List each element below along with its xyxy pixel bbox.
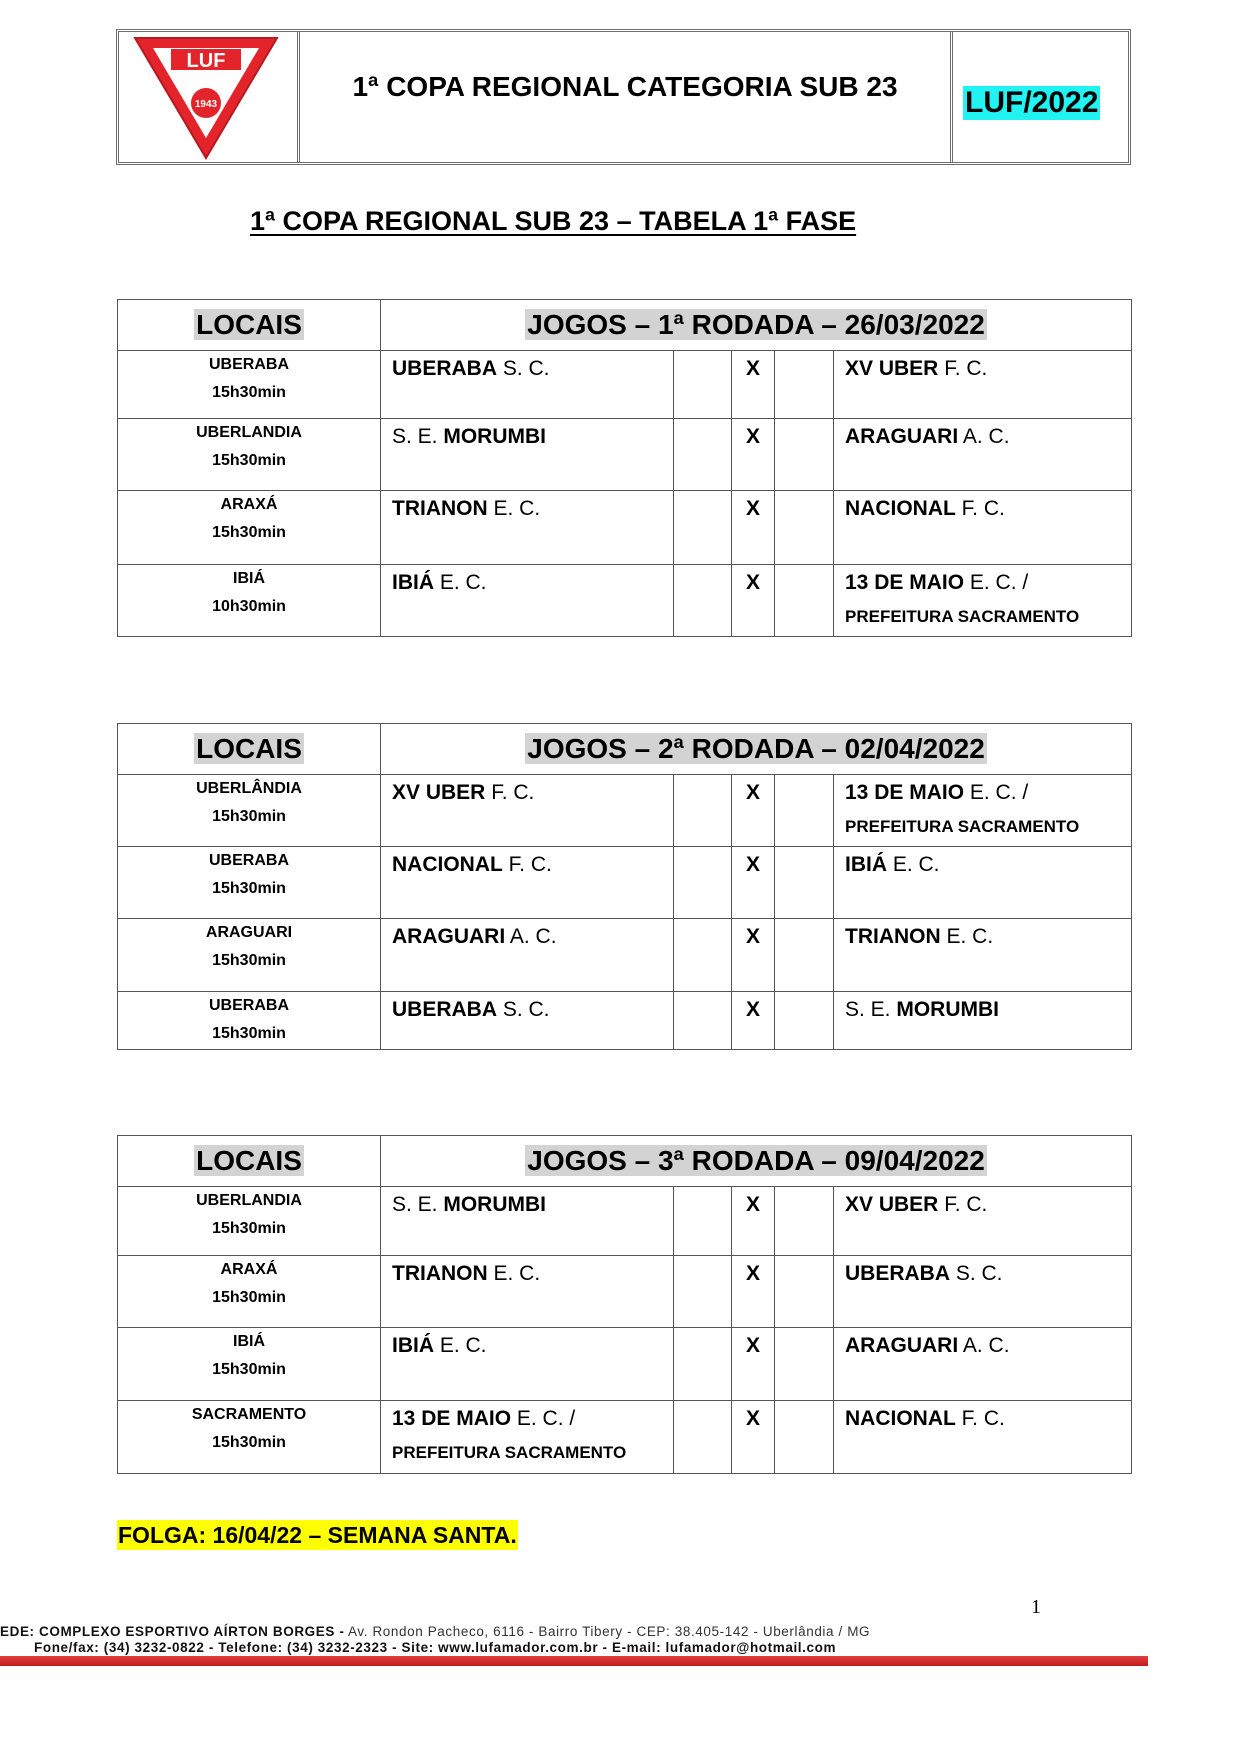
away-team xyxy=(834,351,1132,419)
away-team xyxy=(834,1256,1132,1328)
venue-city: UBERABA xyxy=(209,356,289,373)
footer-bar xyxy=(0,1656,1148,1666)
home-team xyxy=(381,1256,674,1328)
team-suffix: F. C. xyxy=(938,1193,988,1216)
home-score-cell xyxy=(674,419,732,491)
team-suffix: E. C. / xyxy=(511,1407,576,1430)
home-score-cell xyxy=(674,1187,732,1256)
venue-city: UBERLANDIA xyxy=(196,424,302,441)
header-year-cell xyxy=(953,32,1128,162)
team-name: UBERABA xyxy=(392,357,497,380)
home-score-cell xyxy=(674,775,732,847)
away-score-cell xyxy=(775,847,834,919)
team-suffix: S. C. xyxy=(497,357,550,380)
team-sub: PREFEITURA SACRAMENTO xyxy=(845,607,1080,626)
team-suffix: E. C. xyxy=(487,497,541,520)
team-name: IBIÁ xyxy=(392,571,434,594)
year-badge: LUF/2022 xyxy=(965,86,1099,119)
away-score-cell xyxy=(775,1187,834,1256)
team-name: 13 DE MAIO xyxy=(845,571,965,594)
team-suffix: A. C. xyxy=(958,425,1010,448)
header-title: 1ª COPA REGIONAL CATEGORIA SUB 23 xyxy=(352,71,898,102)
versus-cell xyxy=(732,351,775,419)
versus-label: X xyxy=(745,1407,760,1430)
versus-cell xyxy=(732,992,775,1050)
versus-label: X xyxy=(745,1193,760,1216)
round-title: JOGOS – 3ª RODADA – 09/04/2022 xyxy=(527,1145,985,1176)
team-suffix: E. C. xyxy=(434,571,487,594)
footer-contact: Fone/fax: (34) 3232-0822 - Telefone: (34) 3232-2323 - Site: www.lufamador.com.br - E-mail: lufamador@hotmail.com xyxy=(34,1640,837,1655)
team-name: MORUMBI xyxy=(443,1193,547,1216)
team-name: TRIANON xyxy=(845,925,941,948)
versus-label: X xyxy=(745,1334,760,1357)
match-row xyxy=(118,775,1132,847)
match-time: 15h30min xyxy=(212,524,286,541)
team-sub: PREFEITURA SACRAMENTO xyxy=(392,1443,627,1462)
away-score-cell xyxy=(775,491,834,565)
team-suffix: E. C. / xyxy=(964,781,1029,804)
home-score-cell xyxy=(674,1256,732,1328)
match-time: 15h30min xyxy=(212,452,286,469)
match-row xyxy=(118,919,1132,992)
home-team xyxy=(381,1401,674,1474)
away-score-cell xyxy=(775,351,834,419)
team-name: IBIÁ xyxy=(392,1334,434,1357)
round-title: JOGOS – 2ª RODADA – 02/04/2022 xyxy=(527,733,985,764)
home-team xyxy=(381,565,674,637)
away-team xyxy=(834,775,1132,847)
locais-header xyxy=(118,300,381,351)
team-name: ARAGUARI xyxy=(845,425,959,448)
team-name: ARAGUARI xyxy=(845,1334,959,1357)
versus-label: X xyxy=(745,853,760,876)
venue-city: ARAXÁ xyxy=(220,496,278,513)
round-title: JOGOS – 1ª RODADA – 26/03/2022 xyxy=(527,309,985,340)
versus-cell xyxy=(732,1328,775,1401)
venue-cell xyxy=(118,1256,381,1328)
away-score-cell xyxy=(775,1328,834,1401)
versus-label: X xyxy=(745,925,760,948)
home-team xyxy=(381,419,674,491)
match-row xyxy=(118,351,1132,419)
venue-cell xyxy=(118,847,381,919)
round-table xyxy=(117,723,1132,1050)
versus-label: X xyxy=(745,781,760,804)
versus-cell xyxy=(732,919,775,992)
round-title-cell xyxy=(381,724,1132,775)
home-team xyxy=(381,775,674,847)
footer-address-label: EDE: COMPLEXO ESPORTIVO AÍRTON BORGES - xyxy=(0,1624,345,1639)
versus-label: X xyxy=(745,425,760,448)
versus-cell xyxy=(732,847,775,919)
versus-cell xyxy=(732,419,775,491)
versus-label: X xyxy=(745,571,760,594)
section-title: 1ª COPA REGIONAL SUB 23 – TABELA 1ª FASE xyxy=(250,206,857,236)
team-name: XV UBER xyxy=(845,357,939,380)
home-score-cell xyxy=(674,565,732,637)
team-suffix: E. C. xyxy=(887,853,940,876)
team-suffix: F. C. xyxy=(955,1407,1005,1430)
home-score-cell xyxy=(674,1328,732,1401)
match-row xyxy=(118,1401,1132,1474)
locais-label: LOCAIS xyxy=(196,1145,302,1176)
home-team xyxy=(381,351,674,419)
venue-cell xyxy=(118,565,381,637)
venue-cell xyxy=(118,992,381,1050)
team-name: NACIONAL xyxy=(392,853,503,876)
match-row xyxy=(118,1187,1132,1256)
match-time: 15h30min xyxy=(212,1434,286,1451)
team-suffix: A. C. xyxy=(505,925,557,948)
versus-cell xyxy=(732,565,775,637)
venue-cell xyxy=(118,419,381,491)
venue-cell xyxy=(118,1187,381,1256)
team-name: NACIONAL xyxy=(845,1407,956,1430)
match-row xyxy=(118,491,1132,565)
away-team xyxy=(834,491,1132,565)
match-row xyxy=(118,1256,1132,1328)
team-name: XV UBER xyxy=(845,1193,939,1216)
versus-label: X xyxy=(745,357,760,380)
round-table xyxy=(117,299,1132,637)
away-team xyxy=(834,992,1132,1050)
team-name: MORUMBI xyxy=(443,425,547,448)
match-time: 15h30min xyxy=(212,808,286,825)
away-team xyxy=(834,565,1132,637)
home-score-cell xyxy=(674,1401,732,1474)
home-score-cell xyxy=(674,351,732,419)
versus-label: X xyxy=(745,497,760,520)
versus-cell xyxy=(732,1401,775,1474)
round-title-cell xyxy=(381,1136,1132,1187)
team-name: 13 DE MAIO xyxy=(392,1407,512,1430)
match-row xyxy=(118,992,1132,1050)
match-time: 15h30min xyxy=(212,1289,286,1306)
team-prefix: S. E. xyxy=(845,998,897,1021)
venue-city: UBERLÂNDIA xyxy=(196,780,302,797)
team-name: ARAGUARI xyxy=(392,925,506,948)
venue-cell xyxy=(118,491,381,565)
away-team xyxy=(834,1401,1132,1474)
team-name: IBIÁ xyxy=(845,853,887,876)
round-header-row xyxy=(118,300,1132,351)
venue-city: IBIÁ xyxy=(233,570,265,587)
logo-text: LUF xyxy=(186,50,226,72)
locais-label: LOCAIS xyxy=(196,309,302,340)
versus-cell xyxy=(732,1187,775,1256)
versus-cell xyxy=(732,491,775,565)
round-header-row xyxy=(118,724,1132,775)
team-name: TRIANON xyxy=(392,1262,488,1285)
venue-city: ARAXÁ xyxy=(220,1261,278,1278)
away-team xyxy=(834,419,1132,491)
team-suffix: F. C. xyxy=(955,497,1005,520)
match-time: 10h30min xyxy=(212,598,286,615)
locais-header xyxy=(118,724,381,775)
venue-cell xyxy=(118,1401,381,1474)
venue-city: UBERLANDIA xyxy=(196,1192,302,1209)
match-time: 15h30min xyxy=(212,384,286,401)
away-score-cell xyxy=(775,419,834,491)
team-suffix: F. C. xyxy=(485,781,535,804)
home-score-cell xyxy=(674,919,732,992)
match-time: 15h30min xyxy=(212,1025,286,1042)
venue-city: UBERABA xyxy=(209,852,289,869)
away-score-cell xyxy=(775,1256,834,1328)
team-name: NACIONAL xyxy=(845,497,956,520)
match-row xyxy=(118,847,1132,919)
team-sub: PREFEITURA SACRAMENTO xyxy=(845,817,1080,836)
team-suffix: F. C. xyxy=(502,853,552,876)
team-prefix: S. E. xyxy=(392,1193,444,1216)
team-name: TRIANON xyxy=(392,497,488,520)
away-team xyxy=(834,847,1132,919)
versus-cell xyxy=(732,1256,775,1328)
locais-label: LOCAIS xyxy=(196,733,302,764)
match-row xyxy=(118,419,1132,491)
team-suffix: A. C. xyxy=(958,1334,1010,1357)
home-score-cell xyxy=(674,992,732,1050)
match-row xyxy=(118,1328,1132,1401)
home-team xyxy=(381,919,674,992)
away-score-cell xyxy=(775,992,834,1050)
round-table xyxy=(117,1135,1132,1474)
team-name: UBERABA xyxy=(392,998,497,1021)
folga-note: FOLGA: 16/04/22 – SEMANA SANTA. xyxy=(118,1522,517,1548)
home-team xyxy=(381,1187,674,1256)
away-team xyxy=(834,1328,1132,1401)
team-name: 13 DE MAIO xyxy=(845,781,965,804)
team-suffix: E. C. / xyxy=(964,571,1029,594)
versus-label: X xyxy=(745,998,760,1021)
versus-cell xyxy=(732,775,775,847)
home-team xyxy=(381,992,674,1050)
away-score-cell xyxy=(775,565,834,637)
team-suffix: E. C. xyxy=(940,925,994,948)
team-suffix: S. C. xyxy=(497,998,550,1021)
team-suffix: F. C. xyxy=(938,357,988,380)
footer-address-text: Av. Rondon Pacheco, 6116 - Bairro Tibery - CEP: 38.405-142 - Uberlândia / MG xyxy=(344,1624,871,1639)
venue-city: ARAGUARI xyxy=(205,924,293,941)
page-number: 1 xyxy=(1031,1596,1041,1618)
logo-cell xyxy=(119,32,300,162)
team-name: UBERABA xyxy=(845,1262,950,1285)
away-score-cell xyxy=(775,919,834,992)
luf-logo xyxy=(131,34,281,162)
venue-city: IBIÁ xyxy=(233,1333,265,1350)
match-time: 15h30min xyxy=(212,1361,286,1378)
match-time: 15h30min xyxy=(212,880,286,897)
locais-header xyxy=(118,1136,381,1187)
header-title-cell xyxy=(300,32,953,162)
round-title-cell xyxy=(381,300,1132,351)
logo-year: 1943 xyxy=(194,99,218,110)
match-time: 15h30min xyxy=(212,1220,286,1237)
away-team xyxy=(834,919,1132,992)
team-prefix: S. E. xyxy=(392,425,444,448)
match-row xyxy=(118,565,1132,637)
away-score-cell xyxy=(775,775,834,847)
venue-city: UBERABA xyxy=(209,997,289,1014)
venue-cell xyxy=(118,919,381,992)
versus-label: X xyxy=(745,1262,760,1285)
team-suffix: E. C. xyxy=(434,1334,487,1357)
match-time: 15h30min xyxy=(212,952,286,969)
venue-cell xyxy=(118,1328,381,1401)
footer-address xyxy=(0,1624,1148,1639)
venue-cell xyxy=(118,351,381,419)
round-header-row xyxy=(118,1136,1132,1187)
team-name: XV UBER xyxy=(392,781,486,804)
home-team xyxy=(381,847,674,919)
team-suffix: S. C. xyxy=(950,1262,1003,1285)
home-team xyxy=(381,1328,674,1401)
team-name: MORUMBI xyxy=(896,998,1000,1021)
away-score-cell xyxy=(775,1401,834,1474)
document-header xyxy=(116,29,1131,165)
away-team xyxy=(834,1187,1132,1256)
venue-city: SACRAMENTO xyxy=(191,1406,307,1423)
team-suffix: E. C. xyxy=(487,1262,541,1285)
home-score-cell xyxy=(674,491,732,565)
venue-cell xyxy=(118,775,381,847)
home-team xyxy=(381,491,674,565)
home-score-cell xyxy=(674,847,732,919)
